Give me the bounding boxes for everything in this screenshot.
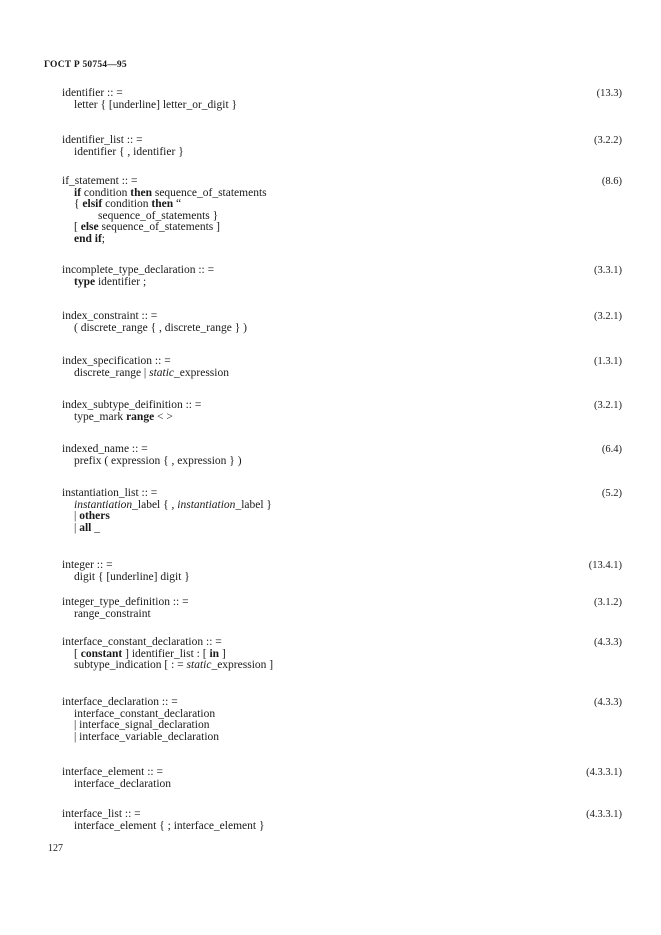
rule-body-line: interface_constant_declaration: [74, 707, 216, 720]
rule-integer: [62, 560, 622, 583]
rule-head: interface_constant_declaration :: =: [62, 636, 222, 648]
rule-body-line: type identifier ;: [74, 275, 147, 288]
rule-index-specification: [62, 356, 622, 379]
rule-head: identifier :: =: [62, 87, 123, 99]
rule-reference: (4.3.3.1): [586, 809, 622, 820]
rule-body-line: [ constant ] identifier_list : [ in ]: [74, 647, 226, 660]
rule-head: integer :: =: [62, 559, 113, 571]
rule-head: interface_list :: =: [62, 808, 141, 820]
page-number: 127: [48, 843, 63, 854]
rule-head: integer_type_definition :: =: [62, 596, 189, 608]
rule-body-line: interface_element { ; interface_element }: [74, 819, 265, 832]
rule-index-subtype-deifinition: [62, 400, 622, 423]
rule-body-line: prefix ( expression { , expression } ): [74, 454, 242, 467]
rule-body-line: end if;: [74, 232, 105, 245]
rule-reference: (3.2.1): [594, 400, 622, 411]
rule-interface-list: [62, 809, 622, 832]
rule-reference: (1.3.1): [594, 356, 622, 367]
rule-body-line: type_mark range < >: [74, 410, 173, 423]
rule-body-line: | interface_signal_declaration: [74, 719, 210, 731]
rule-body-line: digit { [underline] digit }: [74, 570, 190, 583]
rule-body-line: letter { [underline] letter_or_digit }: [74, 98, 238, 111]
rule-head: indexed_name :: =: [62, 443, 148, 455]
rule-body-line: identifier { , identifier }: [74, 145, 184, 158]
rule-head: interface_declaration :: =: [62, 696, 178, 708]
rule-body-line: [ else sequence_of_statements ]: [74, 221, 220, 233]
rule-identifier-list: [62, 135, 622, 158]
rule-reference: (6.4): [601, 444, 622, 455]
rule-interface-constant-declaration: [62, 637, 622, 672]
page-header: ГОСТ Р 50754—95: [44, 60, 127, 70]
rule-body-line: | others: [74, 510, 110, 522]
rule-head: interface_element :: =: [62, 766, 163, 778]
rule-index-constraint: [62, 311, 622, 334]
rule-interface-element: [62, 767, 622, 790]
rule-body-line: range_constraint: [74, 607, 151, 620]
rule-reference: (3.2.1): [594, 311, 622, 322]
rule-body-line: ( discrete_range { , discrete_range } ): [74, 321, 247, 334]
rule-reference: (4.3.3): [594, 637, 622, 648]
rule-head: instantiation_list :: =: [62, 487, 158, 499]
rule-body-line: sequence_of_statements }: [98, 209, 219, 222]
rule-identifier: [62, 88, 622, 111]
rule-reference: (3.2.2): [594, 135, 622, 146]
rule-reference: (3.1.2): [594, 597, 622, 608]
rule-indexed-name: [62, 444, 622, 467]
rule-body-line: discrete_range | static_expression: [74, 366, 229, 379]
rule-head: identifier_list :: =: [62, 134, 143, 146]
rule-head: index_subtype_deifinition :: =: [62, 399, 202, 411]
rule-body-line: | all _: [74, 521, 100, 534]
rule-body-line: instantiation_label { , instantiation_label }: [74, 498, 272, 511]
rule-instantiation-list: [62, 488, 622, 534]
rule-incomplete-type-declaration: [62, 265, 622, 288]
rule-integer-type-definition: [62, 597, 622, 620]
rule-reference: (13.3): [596, 88, 622, 99]
rule-reference: (4.3.3): [594, 697, 622, 708]
rule-reference: (4.3.3.1): [586, 767, 622, 778]
rule-head: index_constraint :: =: [62, 310, 158, 322]
rule-body-line: | interface_variable_declaration: [74, 730, 220, 743]
rule-head: index_specification :: =: [62, 355, 171, 367]
rule-if-statement: [62, 176, 622, 245]
rule-body-line: interface_declaration: [74, 777, 172, 790]
rule-reference: (5.2): [601, 488, 622, 499]
rule-reference: (13.4.1): [588, 560, 622, 571]
rule-body-line: subtype_indication [ : = static_expression ]: [74, 659, 274, 671]
rule-body-line: { elsif condition then “: [74, 198, 182, 210]
rule-interface-declaration: [62, 697, 622, 743]
rule-head: if_statement :: =: [62, 175, 138, 187]
rule-reference: (3.3.1): [594, 265, 622, 276]
rule-body-line: if condition then sequence_of_statements: [74, 186, 267, 199]
rule-reference: (8.6): [601, 176, 622, 187]
rule-head: incomplete_type_declaration :: =: [62, 264, 215, 276]
